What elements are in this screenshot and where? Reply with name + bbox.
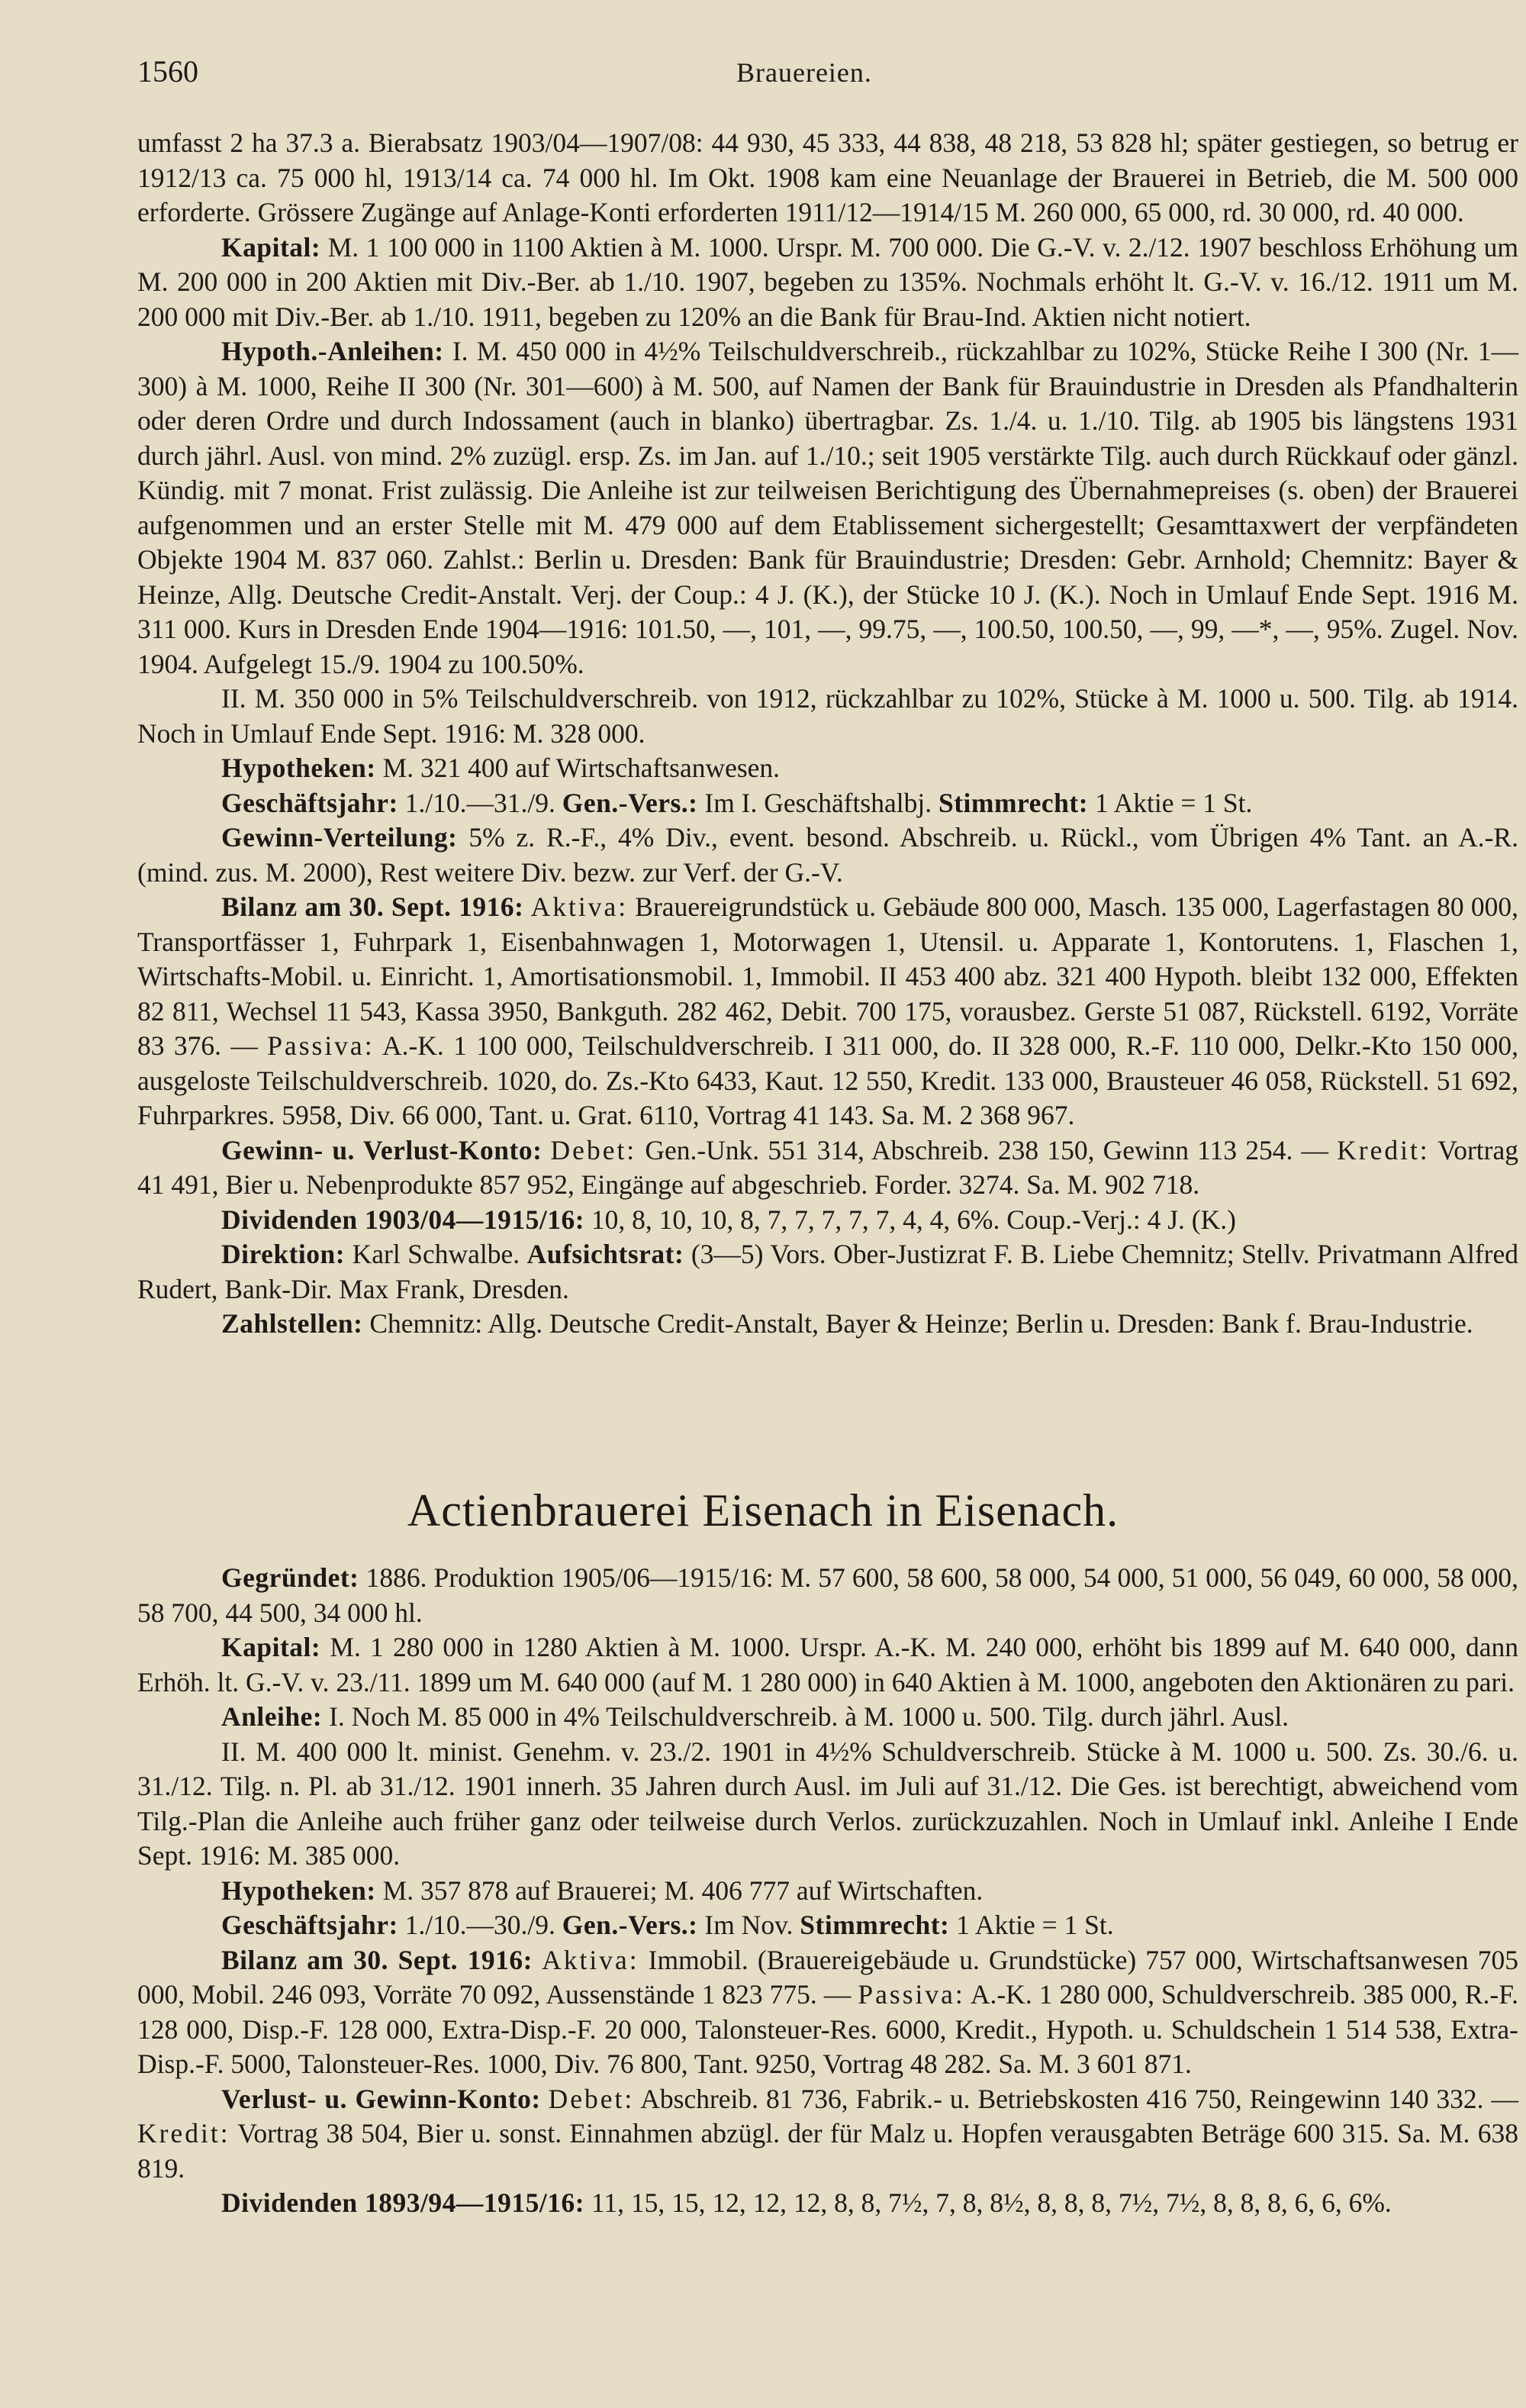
- label-bilanz: Bilanz am 30. Sept. 1916:: [221, 891, 524, 922]
- paragraph-text: Vortrag 38 504, Bier u. sonst. Einnahmen abzügl. der für Malz u. Hopfen verausgabten Beträge 600 315. Sa. M. 638 819.: [137, 2118, 1518, 2184]
- paragraph-direktion: [137, 1237, 1518, 1307]
- label-aufsichtsrat: Aufsichtsrat:: [526, 1239, 684, 1269]
- paragraph-zahlstellen: [137, 1307, 1518, 1342]
- paragraph-text: I. Noch M. 85 000 in 4% Teilschuldverschreib. à M. 1000 u. 500. Tilg. durch jährl. Ausl.: [322, 1701, 1289, 1732]
- paragraph-text: Brauereigrundstück u. Gebäude 800 000, Masch. 135 000, Lagerfastagen 80 000, Transportfässer 1, Fuhrpark 1, Eisenbahnwagen 1, Motorwagen 1, Utensil. u. Apparate 1, Kontorutens. 1, Flaschen 1, Wirtschafts-Mobil. u. Einricht. 1, Amortisationsmobil. 1, Immobil. II 453 400 abz. 321 400 Hypoth. bleibt 132 000, Effekten 82 811, Wechsel 11 543, Kassa 3950, Bankguth. 282 462, Debit. 700 175, vorausbez. Gerste 51 087, Rückstell. 6192, Vorräte 83 376. —: [137, 891, 1518, 1061]
- label-kredit: Kredit:: [1337, 1134, 1430, 1165]
- paragraph-text: Immobil. (Brauereigebäude u. Grundstücke) 757 000, Wirtschaftsanwesen 705 000, Mobil. 246 093, Vorräte 70 092, Aussenstände 1 823 775. —: [137, 1944, 1518, 2010]
- paragraph-text: (3—5) Vors. Ober-Justizrat F. B. Liebe Chemnitz; Stellv. Privatmann Alfred Rudert, Bank-Dir. Max Frank, Dresden.: [137, 1239, 1519, 1304]
- label-anleihe: Anleihe:: [221, 1701, 323, 1732]
- paragraph-anleihe-ii: [137, 1735, 1518, 1874]
- label-debet: Debet:: [550, 1134, 637, 1165]
- label-hypotheken: Hypotheken:: [221, 1875, 376, 1906]
- paragraph-hypoth-anleihen: [137, 334, 1518, 682]
- paragraph-text: 11, 15, 15, 12, 12, 12, 8, 8, 7½, 7, 8, 8½, 8, 8, 8, 7½, 7½, 8, 8, 8, 6, 6, 6%.: [584, 2187, 1392, 2218]
- paragraph-dividenden: [137, 1203, 1518, 1238]
- label-stimmrecht: Stimmrecht:: [938, 787, 1089, 818]
- paragraph-umfasst: [137, 126, 1518, 230]
- paragraph-text: II. M. 400 000 lt. minist. Genehm. v. 23./2. 1901 in 4½% Schuldverschreib. Stücke à M. 1000 u. 500. Zs. 30./6. u. 31./12. Tilg. n. Pl. ab 31./12. 1901 innerh. 35 Jahren durch Ausl. im Juli auf 31./12. Die Ges. ist berechtigt, abweichend vom Tilg.-Plan die Anleihe auch früher ganz oder teilweise durch Verlos. zurückzuzahlen. Noch in Umlauf inkl. Anleihe I Ende Sept. 1916: M. 385 000.: [137, 1736, 1518, 1871]
- section-2-body: [137, 1561, 1518, 2221]
- paragraph-text: Im Nov.: [697, 1910, 800, 1940]
- paragraph-kapital: [137, 230, 1518, 335]
- label-gewinn-verteilung: Gewinn-Verteilung:: [221, 822, 458, 853]
- label-passiva: Passiva:: [267, 1030, 375, 1061]
- paragraph-text: 1886. Produktion 1905/06—1915/16: M. 57 600, 58 600, 58 000, 54 000, 51 000, 56 049, 60 000, 58 000, 58 700, 44 500, 34 000 hl.: [137, 1562, 1518, 1628]
- paragraph-text: 1 Aktie = 1 St.: [1088, 787, 1253, 818]
- paragraph-text: Im I. Geschäftshalbj.: [697, 787, 938, 818]
- paragraph-text: 5% z. R.-F., 4% Div., event. besond. Abschreib. u. Rückl., vom Übrigen 4% Tant. an A.-R. (mind. zus. M. 2000), Rest weitere Div. bezw. zur Verf. der G.-V.: [137, 822, 1518, 888]
- paragraph-text: 10, 8, 10, 10, 8, 7, 7, 7, 7, 7, 4, 4, 6%. Coup.-Verj.: 4 J. (K.): [584, 1204, 1236, 1235]
- label-hypotheken: Hypotheken:: [221, 753, 376, 783]
- label-kapital: Kapital:: [221, 1632, 321, 1662]
- label-dividenden: Dividenden 1893/94—1915/16:: [221, 2187, 585, 2218]
- label-passiva: Passiva:: [858, 1979, 965, 2010]
- label-aktiva: Aktiva:: [530, 891, 629, 922]
- paragraph-text: Abschreib. 81 736, Fabrik.- u. Betriebskosten 416 750, Reingewinn 140 332. —: [634, 2083, 1518, 2114]
- paragraph-gegruendet: [137, 1561, 1518, 1630]
- label-dividenden: Dividenden 1903/04—1915/16:: [221, 1204, 585, 1235]
- paragraph-text: umfasst 2 ha 37.3 a. Bierabsatz 1903/04—1907/08: 44 930, 45 333, 44 838, 48 218, 53 828 hl; später gestiegen, so betrug er 1912/13 ca. 75 000 hl, 1913/14 ca. 74 000 hl. Im Okt. 1908 kam eine Neuanlage der Brauerei in Betrieb, die M. 500 000 erforderte. Grössere Zugänge auf Anlage-Konti erforderten 1911/12—1914/15 M. 260 000, 65 000, rd. 30 000, rd. 40 000.: [137, 127, 1518, 227]
- paragraph-text: Karl Schwalbe.: [345, 1239, 527, 1269]
- paragraph-geschaeftsjahr: [137, 1908, 1518, 1943]
- paragraph-text: Vortrag 41 491, Bier u. Nebenprodukte 857 952, Eingänge auf abgeschrieb. Forder. 3274. Sa. M. 902 718.: [137, 1134, 1518, 1200]
- label-gen-vers: Gen.-Vers.:: [562, 1910, 698, 1940]
- paragraph-text: A.-K. 1 280 000, Schuldverschreib. 385 000, R.-F. 128 000, Disp.-F. 128 000, Extra-Disp.-F. 20 000, Talonsteuer-Res. 6000, Kredit., Hypoth. u. Schuldschein 1 514 538, Extra-Disp.-F. 5000, Talonsteuer-Res. 1000, Div. 76 800, Tant. 9250, Vortrag 48 282. Sa. M. 3 601 871.: [137, 1979, 1518, 2079]
- section-1-body: [137, 126, 1518, 1342]
- paragraph-bilanz: [137, 1943, 1518, 2082]
- paragraph-text: M. 357 878 auf Brauerei; M. 406 777 auf Wirtschaften.: [375, 1875, 984, 1906]
- label-gegruendet: Gegründet:: [221, 1562, 359, 1593]
- paragraph-geschaeftsjahr: [137, 786, 1518, 821]
- paragraph-text: M. 1 100 000 in 1100 Aktien à M. 1000. Urspr. M. 700 000. Die G.-V. v. 2./12. 1907 beschloss Erhöhung um M. 200 000 in 200 Aktien mit Div.-Ber. ab 1./10. 1907, begeben zu 135%. Nochmals erhöht lt. G.-V. v. 16./12. 1911 um M. 200 000 mit Div.-Ber. ab 1./10. 1911, begeben zu 120% an die Bank für Brau-Ind. Aktien nicht notiert.: [137, 231, 1518, 332]
- label-zahlstellen: Zahlstellen:: [221, 1308, 363, 1339]
- paragraph-gewinn-verlust: [137, 1133, 1518, 1203]
- label-bilanz: Bilanz am 30. Sept. 1916:: [221, 1944, 533, 1975]
- paragraph-text: 1./10.—30./9.: [398, 1910, 562, 1940]
- paragraph-text: 1 Aktie = 1 St.: [949, 1910, 1114, 1940]
- paragraph-gewinn-verteilung: [137, 820, 1518, 890]
- paragraph-hypotheken: [137, 1874, 1518, 1909]
- paragraph-hypotheken: [137, 751, 1518, 786]
- label-hypoth-anleihen: Hypoth.-Anleihen:: [221, 336, 444, 366]
- running-title: Brauereien.: [736, 57, 872, 88]
- label-aktiva: Aktiva:: [542, 1944, 639, 1975]
- page-header: [137, 53, 1518, 99]
- paragraph-text: M. 1 280 000 in 1280 Aktien à M. 1000. Urspr. A.-K. M. 240 000, erhöht bis 1899 auf M. 640 000, dann Erhöh. lt. G.-V. v. 23./11. 1899 um M. 640 000 (auf M. 1 280 000) in 640 Aktien à M. 1000, angeboten den Aktionären zu pari.: [137, 1632, 1518, 1697]
- label-gewinn-verlust: Gewinn- u. Verlust-Konto:: [221, 1134, 542, 1165]
- page-number: 1560: [137, 54, 198, 89]
- paragraph-dividenden: [137, 2186, 1518, 2221]
- label-kapital: Kapital:: [221, 231, 321, 263]
- paragraph-text: Gen.-Unk. 551 314, Abschreib. 238 150, Gewinn 113 254. —: [636, 1134, 1338, 1165]
- paragraph-text: A.-K. 1 100 000, Teilschuldverschreib. I 311 000, do. II 328 000, R.-F. 110 000, Delkr.-Kto 150 000, ausgeloste Teilschuldverschreib. 1020, do. Zs.-Kto 6433, Kaut. 12 550, Kredit. 133 000, Brausteuer 46 058, Rückstell. 51 692, Fuhrparkres. 5958, Div. 66 000, Tant. u. Grat. 6110, Vortrag 41 143. Sa. M. 2 368 967.: [137, 1030, 1519, 1130]
- paragraph-text: II. M. 350 000 in 5% Teilschuldverschreib. von 1912, rückzahlbar zu 102%, Stücke à M. 1000 u. 500. Tilg. ab 1914. Noch in Umlauf Ende Sept. 1916: M. 328 000.: [137, 683, 1518, 749]
- label-direktion: Direktion:: [221, 1239, 346, 1269]
- paragraph-text: Chemnitz: Allg. Deutsche Credit-Anstalt, Bayer & Heinze; Berlin u. Dresden: Bank f. Brau-Industrie.: [362, 1308, 1473, 1339]
- label-geschaeftsjahr: Geschäftsjahr:: [221, 1910, 398, 1940]
- label-debet: Debet:: [548, 2083, 635, 2114]
- label-kredit: Kredit:: [137, 2118, 230, 2149]
- label-geschaeftsjahr: Geschäftsjahr:: [221, 787, 398, 818]
- company-title: Actienbrauerei Eisenach in Eisenach.: [407, 1485, 1119, 1536]
- label-gen-vers: Gen.-Vers.:: [562, 787, 698, 818]
- paragraph-verlust-gewinn: [137, 2082, 1518, 2187]
- label-verlust-gewinn: Verlust- u. Gewinn-Konto:: [221, 2083, 541, 2114]
- paragraph-anleihe: [137, 1700, 1518, 1735]
- paragraph-bilanz: [137, 890, 1518, 1133]
- paragraph-text: 1./10.—31./9.: [398, 787, 562, 818]
- paragraph-anleihe-ii: [137, 682, 1518, 751]
- paragraph-text: I. M. 450 000 in 4½% Teilschuldverschreib., rückzahlbar zu 102%, Stücke Reihe I 300 (Nr. 1—300) à M. 1000, Reihe II 300 (Nr. 301—600) à M. 500, auf Namen der Bank für Brauindustrie in Dresden als Pfandhalterin oder deren Ordre und durch Indossament (auch in blanko) übertragbar. Zs. 1./4. u. 1./10. Tilg. ab 1905 bis längstens 1931 durch jährl. Ausl. von mind. 2% zuzügl. ersp. Zs. im Jan. auf 1./10.; seit 1905 verstärkte Tilg. auch durch Rückkauf oder gänzl. Kündig. mit 7 monat. Frist zulässig. Die Anleihe ist zur teilweisen Berichtigung des Übernahmepreises (s. oben) der Brauerei aufgenommen und an erster Stelle mit M. 479 000 auf dem Etablissement sichergestellt; Gesamttaxwert der verpfändeten Objekte 1904 M. 837 060. Zahlst.: Berlin u. Dresden: Bank für Brauindustrie; Dresden: Gebr. Arnhold; Chemnitz: Bayer & Heinze, Allg. Deutsche Credit-Anstalt. Verj. der Coup.: 4 J. (K.), der Stücke 10 J. (K.). Noch in Umlauf Ende Sept. 1916 M. 311 000. Kurs in Dresden Ende 1904—1916: 101.50, —, 101, —, 99.75, —, 100.50, 100.50, —, 99, —*, —, 95%. Zugel. Nov. 1904. Aufgelegt 15./9. 1904 zu 100.50%.: [137, 336, 1518, 679]
- paragraph-kapital: [137, 1630, 1518, 1700]
- paragraph-text: M. 321 400 auf Wirtschaftsanwesen.: [375, 753, 781, 783]
- label-stimmrecht: Stimmrecht:: [800, 1910, 950, 1940]
